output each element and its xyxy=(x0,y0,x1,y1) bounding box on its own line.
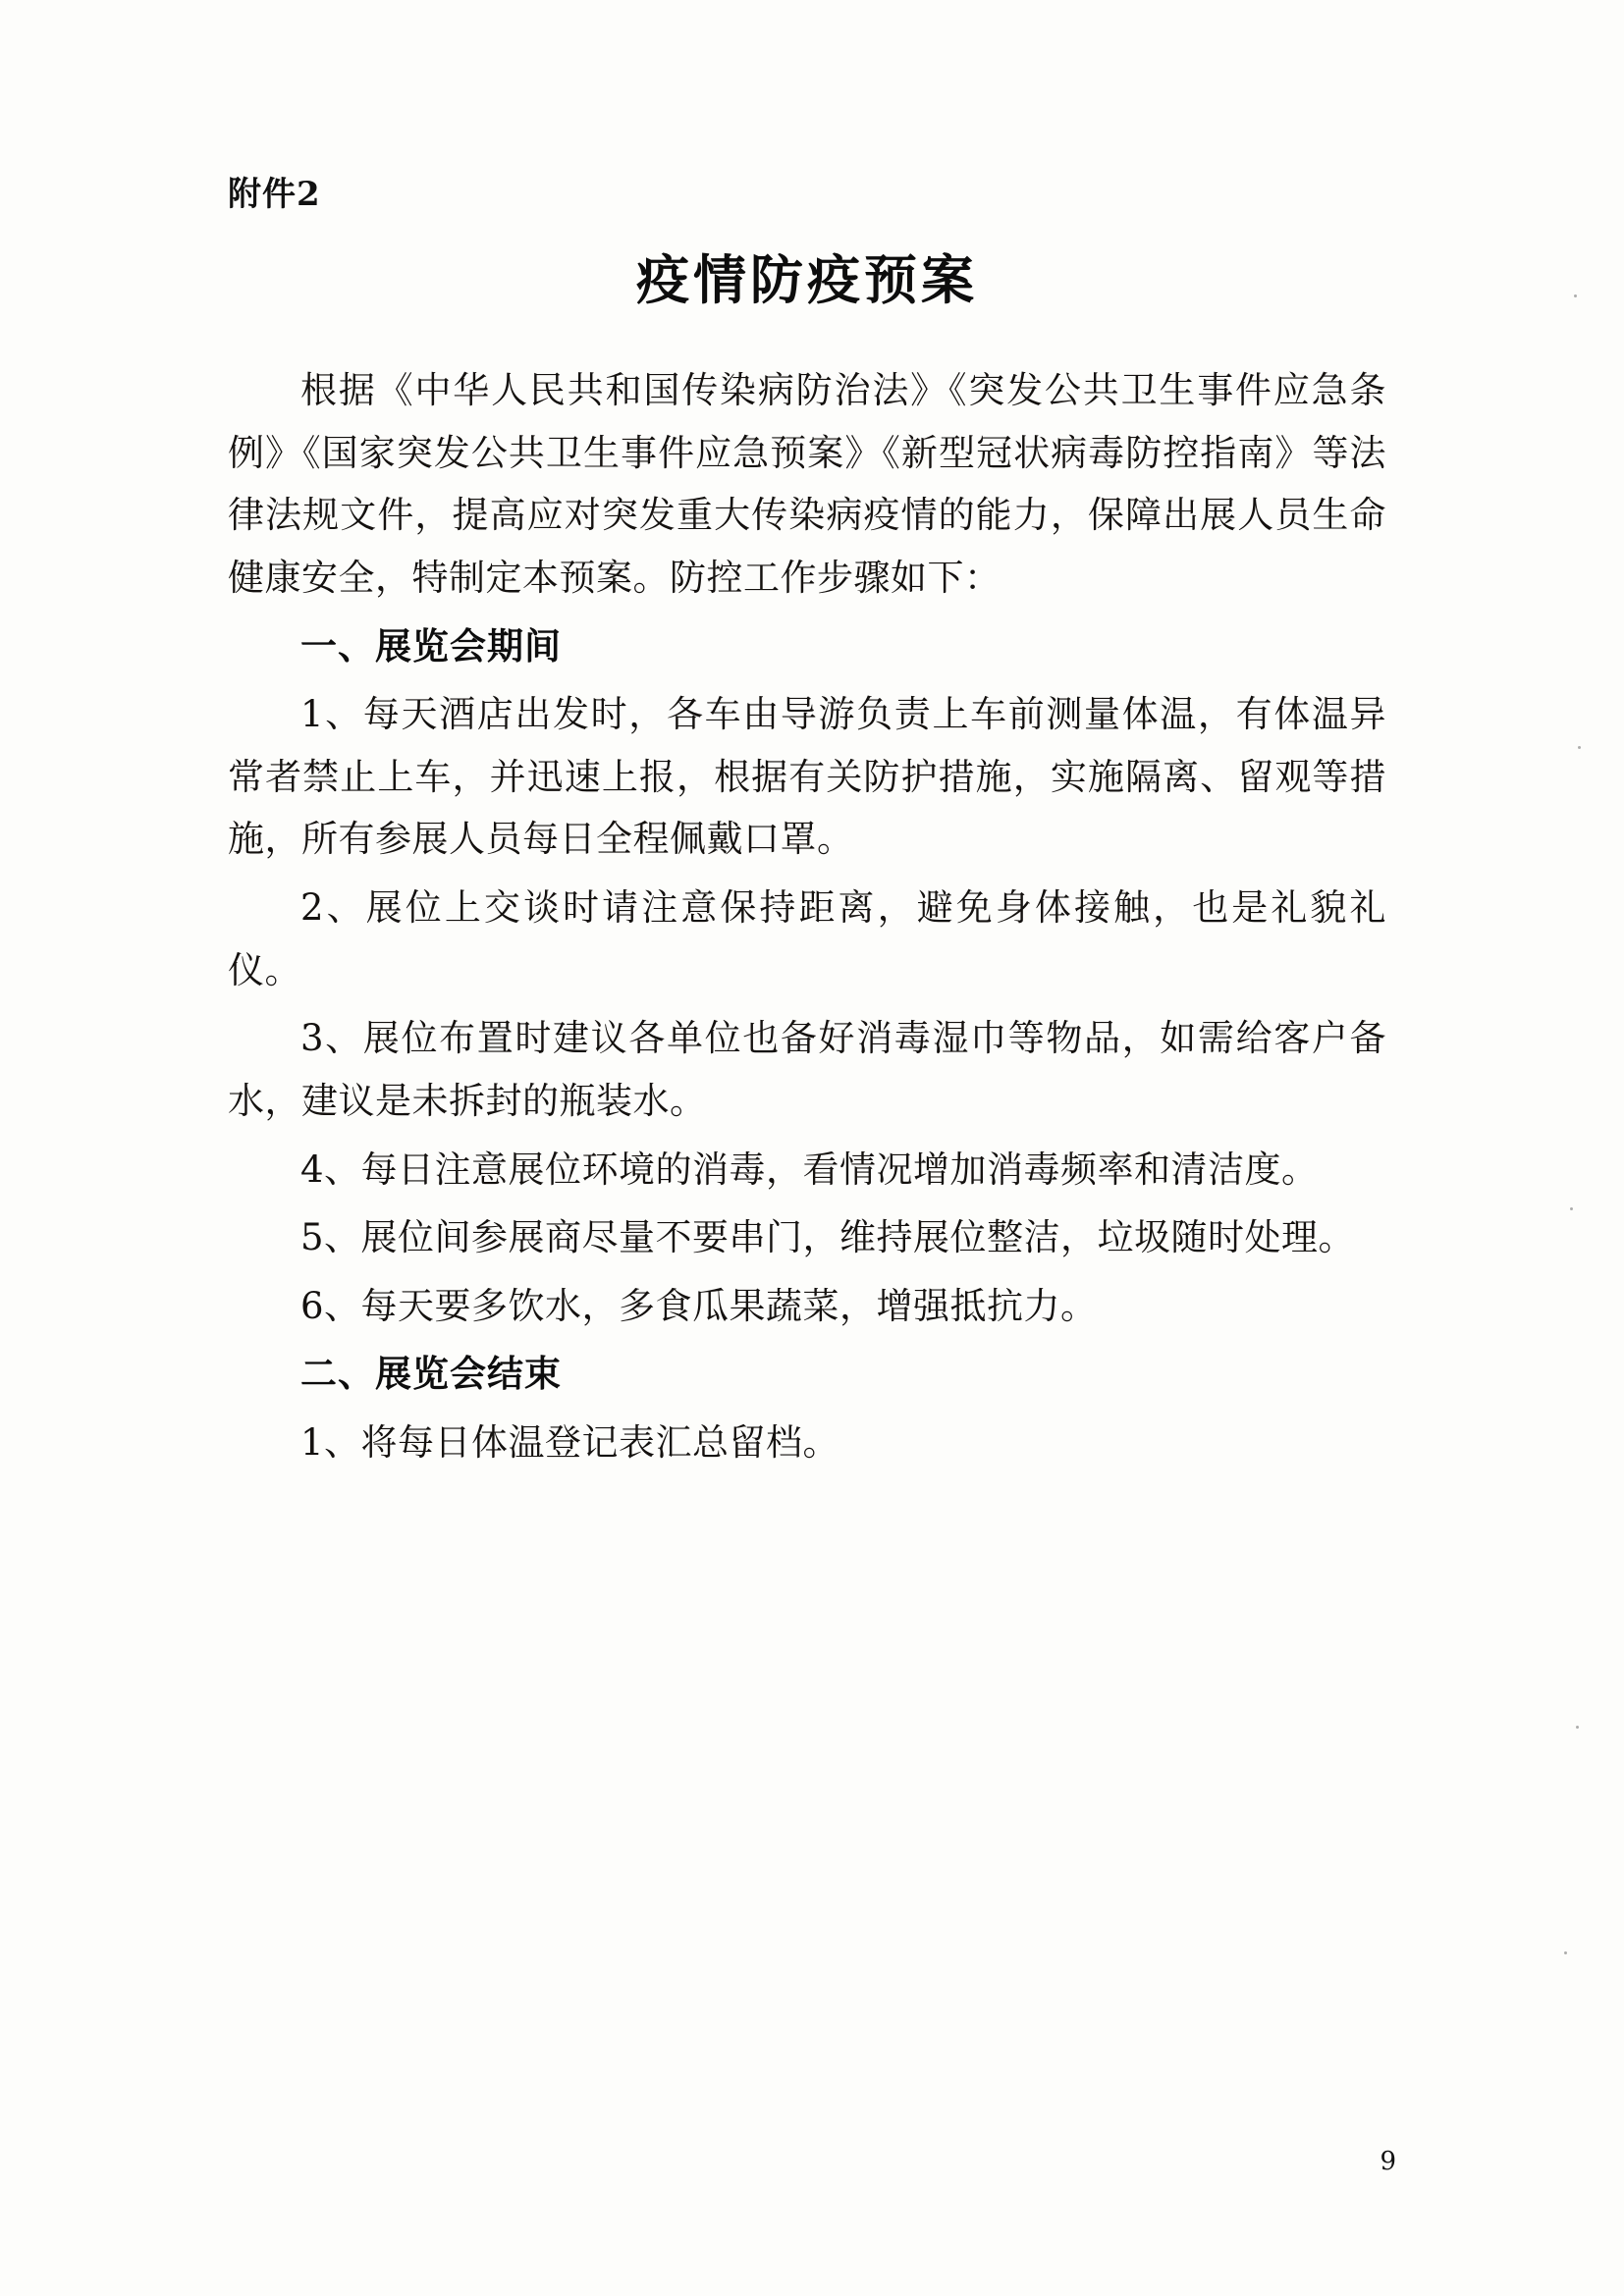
paragraph-item-5: 5、展位间参展商尽量不要串门，维持展位整洁，垃圾随时处理。 xyxy=(300,1216,1356,1259)
scan-artifact-mark xyxy=(1578,746,1581,749)
page-number: 9 xyxy=(1380,2147,1396,2176)
scan-artifact-mark xyxy=(1574,294,1577,297)
paragraph-item-1: 1、每天酒店出发时，各车由导游负责上车前测量体温，有体温异常者禁止上车，并迅速上报，根据有关防护措施，实施隔离、留观等措施，所有参展人员每日全程佩戴口罩。 xyxy=(228,693,1386,861)
scan-artifact-mark xyxy=(1570,1207,1573,1210)
section-heading-during-exhibition: 一、展览会期间 xyxy=(300,623,562,667)
paragraph-after-item-1: 1、将每日体温登记表汇总留档。 xyxy=(300,1421,840,1464)
page-title: 疫情防疫预案 xyxy=(636,248,978,311)
document-content xyxy=(228,167,1386,1480)
scan-artifact-mark xyxy=(1564,1951,1567,1954)
paragraph-item-4: 4、每日注意展位环境的消毒，看情况增加消毒频率和清洁度。 xyxy=(300,1148,1319,1191)
paragraph-intro: 根据《中华人民共和国传染病防治法》《突发公共卫生事件应急条例》《国家突发公共卫生事件应急预案》《新型冠状病毒防控指南》等法律法规文件，提高应对突发重大传染病疫情的能力，保障出展人员生命健康安全，特制定本预案。防控工作步骤如下： xyxy=(228,369,1386,599)
section-heading-after-exhibition: 二、展览会结束 xyxy=(300,1352,562,1396)
paragraph-item-2: 2、展位上交谈时请注意保持距离，避免身体接触，也是礼貌礼仪。 xyxy=(228,886,1386,991)
scan-artifact-mark xyxy=(1576,1726,1579,1729)
paragraph-item-6: 6、每天要多饮水，多食瓜果蔬菜，增强抵抗力。 xyxy=(300,1284,1098,1327)
paragraph-item-3: 3、展位布置时建议各单位也备好消毒湿巾等物品，如需给客户备水，建议是未拆封的瓶装水。 xyxy=(228,1017,1386,1122)
attachment-label: 附件2 xyxy=(228,175,321,214)
